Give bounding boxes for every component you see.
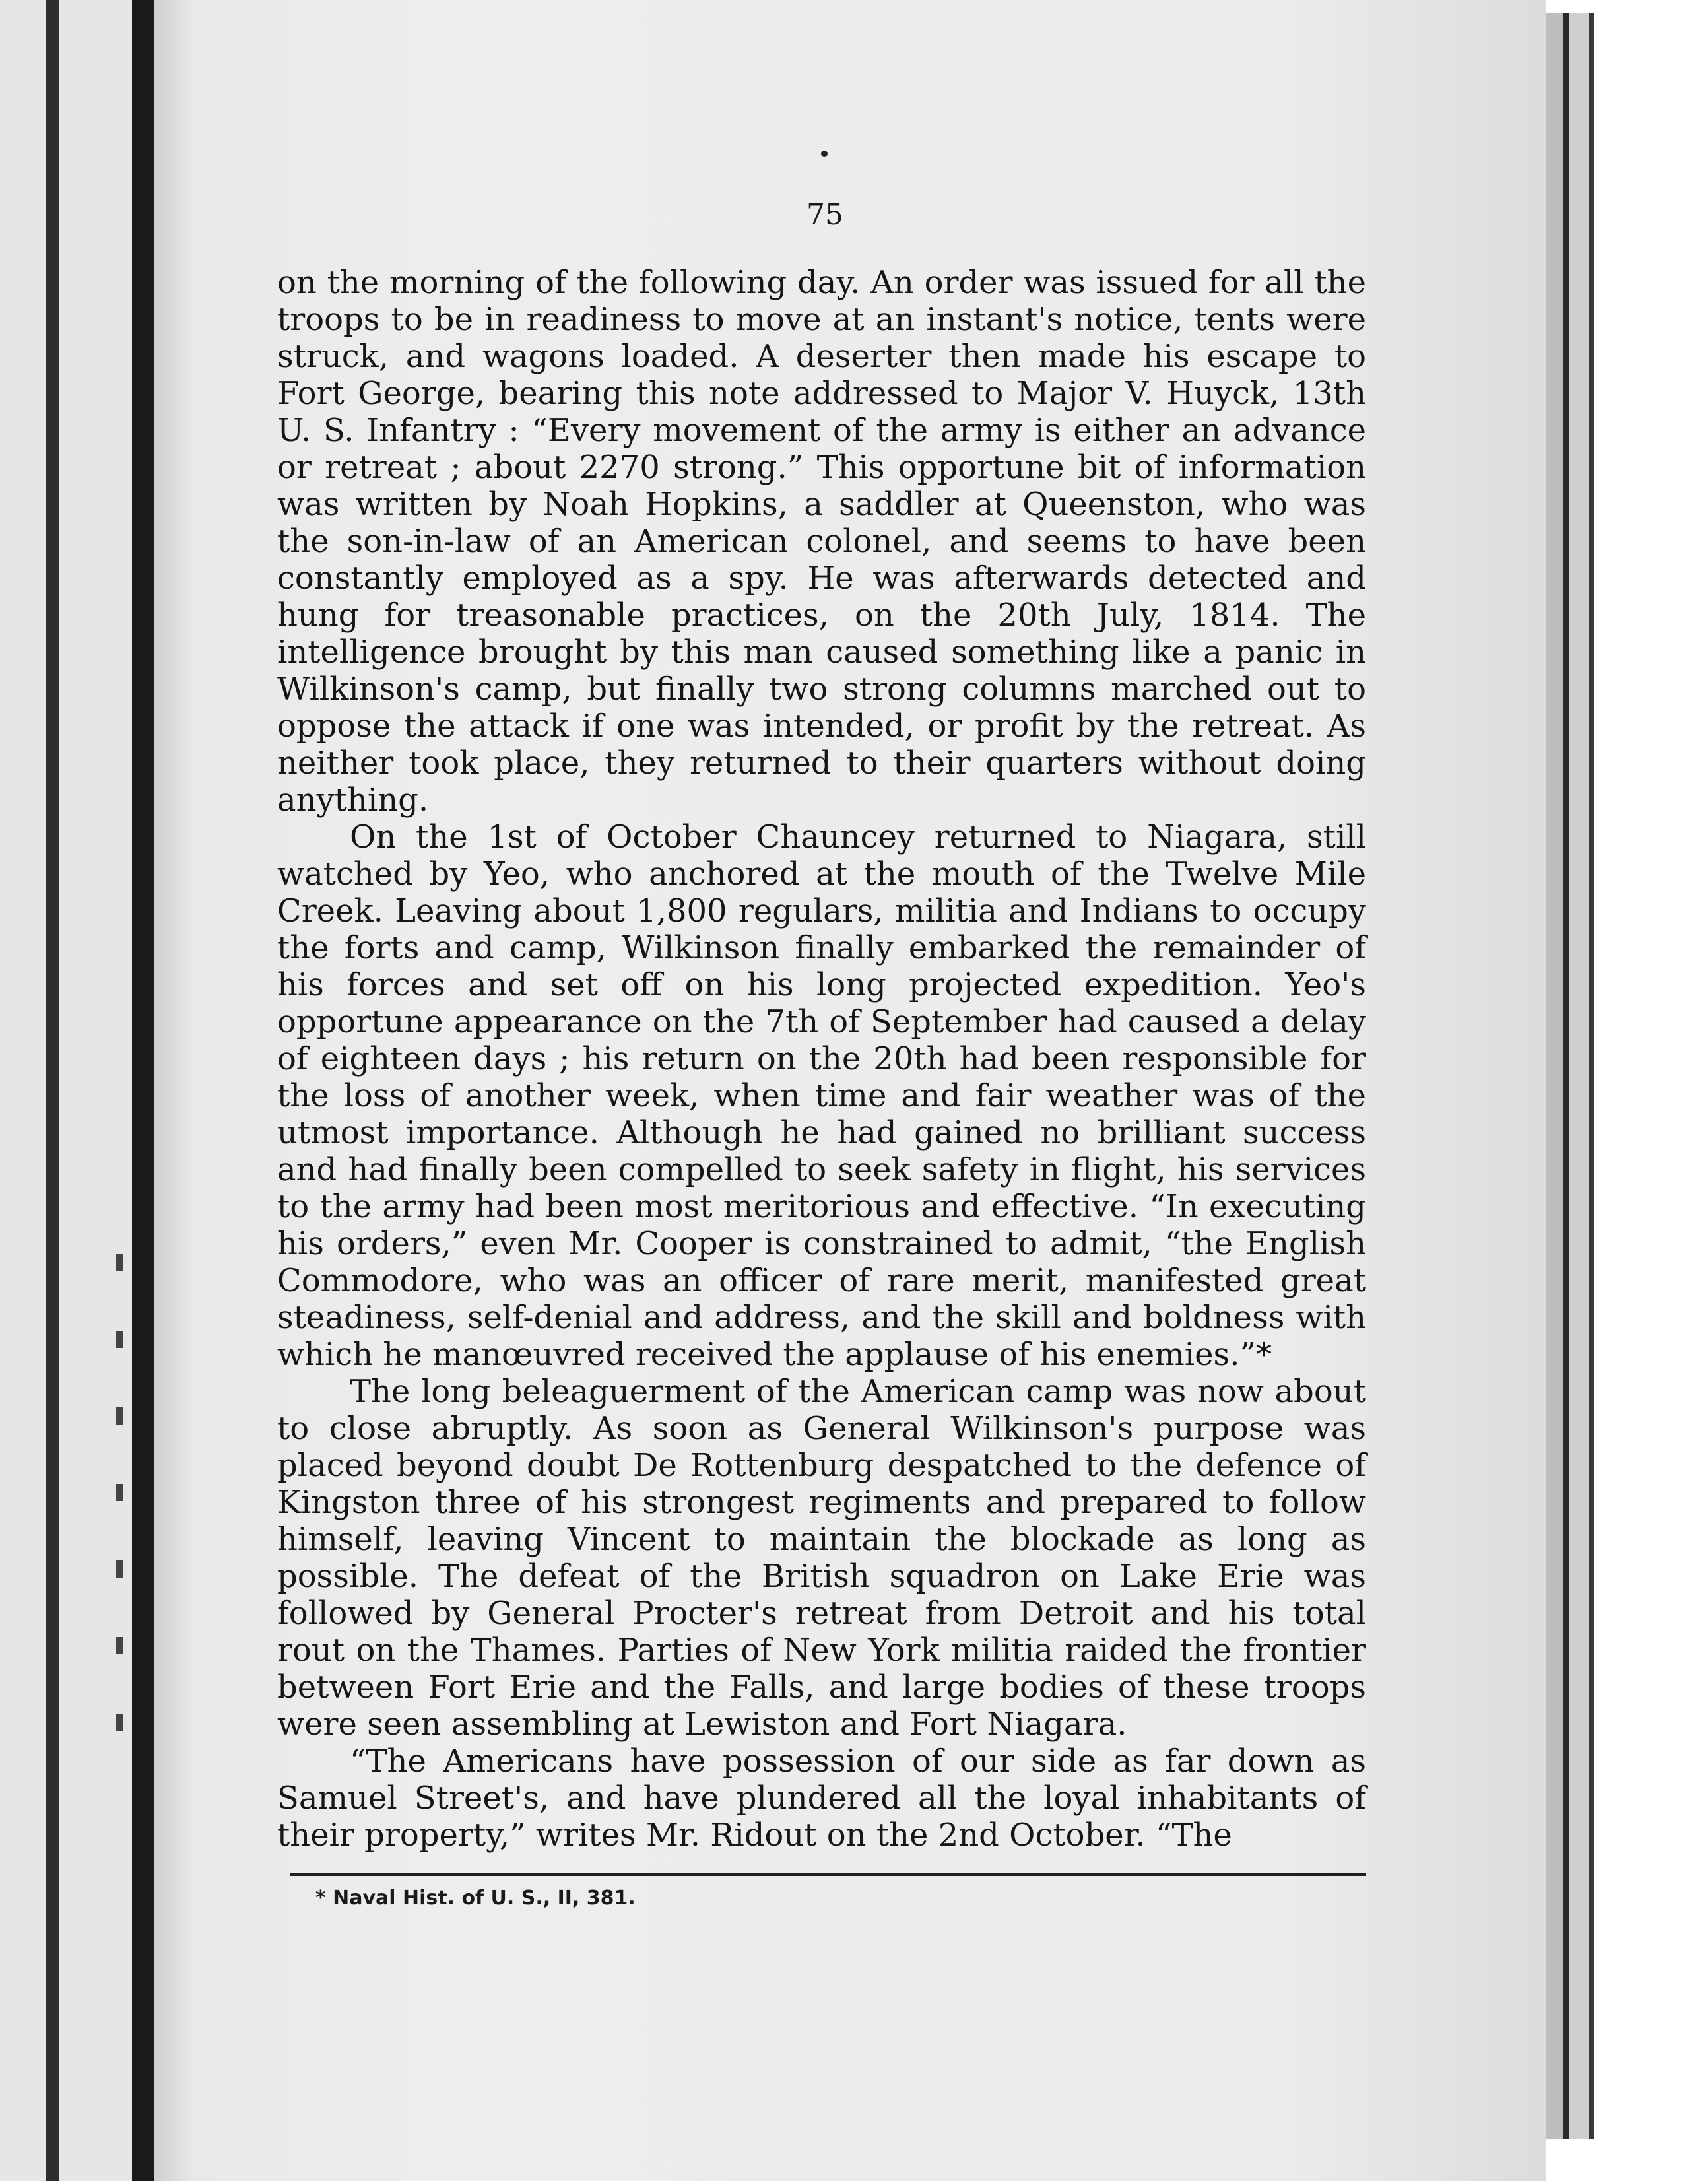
- paragraph: The long beleaguerment of the American camp was now about to close abruptly. As soon as General Wilkinson's purpose was placed beyond doubt De Rottenburg despatched to the defence of Kingston three of his strongest regiments and prepared to follow himself, leaving Vincent to maintain the blockade as long as possible. The defeat of the British squadron on Lake Erie was followed by General Procter's retreat from Detroit and his total rout on the Thames. Parties of New York militia raided the frontier between Fort Erie and the Falls, and large bodies of these troops were seen assembling at Lewiston and Fort Niagara.: [277, 1373, 1366, 1743]
- page-edge-shadow: [1546, 13, 1563, 2139]
- footnote-divider: [290, 1873, 1366, 1876]
- text-fragment: [116, 1484, 123, 1501]
- page-number: 75: [806, 198, 843, 232]
- text-fragment: [116, 1637, 123, 1654]
- book-binding-gutter: [132, 0, 154, 2181]
- page-edge-shadow: [1569, 13, 1589, 2139]
- facing-page-text-fragments: [116, 1254, 125, 1914]
- paragraph: “The Americans have possession of our side as far down as Samuel Street's, and have plundered all the loyal inhabitants of their property,” writes Mr. Ridout on the 2nd October. “The: [277, 1743, 1366, 1854]
- page-edge-line: [1563, 13, 1569, 2139]
- text-fragment: [116, 1254, 123, 1271]
- text-fragment: [116, 1714, 123, 1731]
- printer-dot: [821, 151, 828, 157]
- paragraph: On the 1st of October Chauncey returned to Niagara, still watched by Yeo, who anchored at the mouth of the Twelve Mile Creek. Leaving about 1,800 regulars, militia and Indians to occupy the forts and camp, Wilkinson finally embarked the remainder of his forces and set off on his long projected expedition. Yeo's opportune appearance on the 7th of September had caused a delay of eighteen days ; his return on the 20th had been responsible for the loss of another week, when time and fair weather was of the utmost importance. Although he had gained no brilliant success and had finally been compelled to seek safety in flight, his services to the army had been most meritorious and effective. “In executing his orders,” even Mr. Cooper is constrained to admit, “the English Commodore, who was an officer of rare merit, manifested great steadiness, self-denial and address, and the skill and boldness with which he manœuvred received the applause of his enemies.”*: [277, 819, 1366, 1373]
- text-fragment: [116, 1407, 123, 1425]
- body-text: [277, 264, 1366, 1854]
- paragraph: on the morning of the following day. An order was issued for all the troops to be in readiness to move at an instant's notice, tents were struck, and wagons loaded. A deserter then made his escape to Fort George, bearing this note addressed to Major V. Huyck, 13th U. S. Infantry : “Every movement of the army is either an advance or retreat ; about 2270 strong.” This opportune bit of information was written by Noah Hopkins, a saddler at Queenston, who was the son-in-law of an American colonel, and seems to have been constantly employed as a spy. He was afterwards detected and hung for treasonable practices, on the 20th July, 1814. The intelligence brought by this man caused something like a panic in Wilkinson's camp, but finally two strong columns marched out to oppose the attack if one was intended, or profit by the retreat. As neither took place, they returned to their quarters without doing anything.: [277, 264, 1366, 819]
- scan-background: [1594, 13, 1708, 2139]
- footnote: * Naval Hist. of U. S., II, 381.: [315, 1887, 636, 1910]
- text-fragment: [116, 1560, 123, 1578]
- text-fragment: [116, 1331, 123, 1348]
- facing-page-edge: [0, 0, 132, 2181]
- facing-page-border: [46, 0, 59, 2181]
- page-stack-edges: [1546, 13, 1708, 2139]
- page-edge-line: [1589, 13, 1594, 2139]
